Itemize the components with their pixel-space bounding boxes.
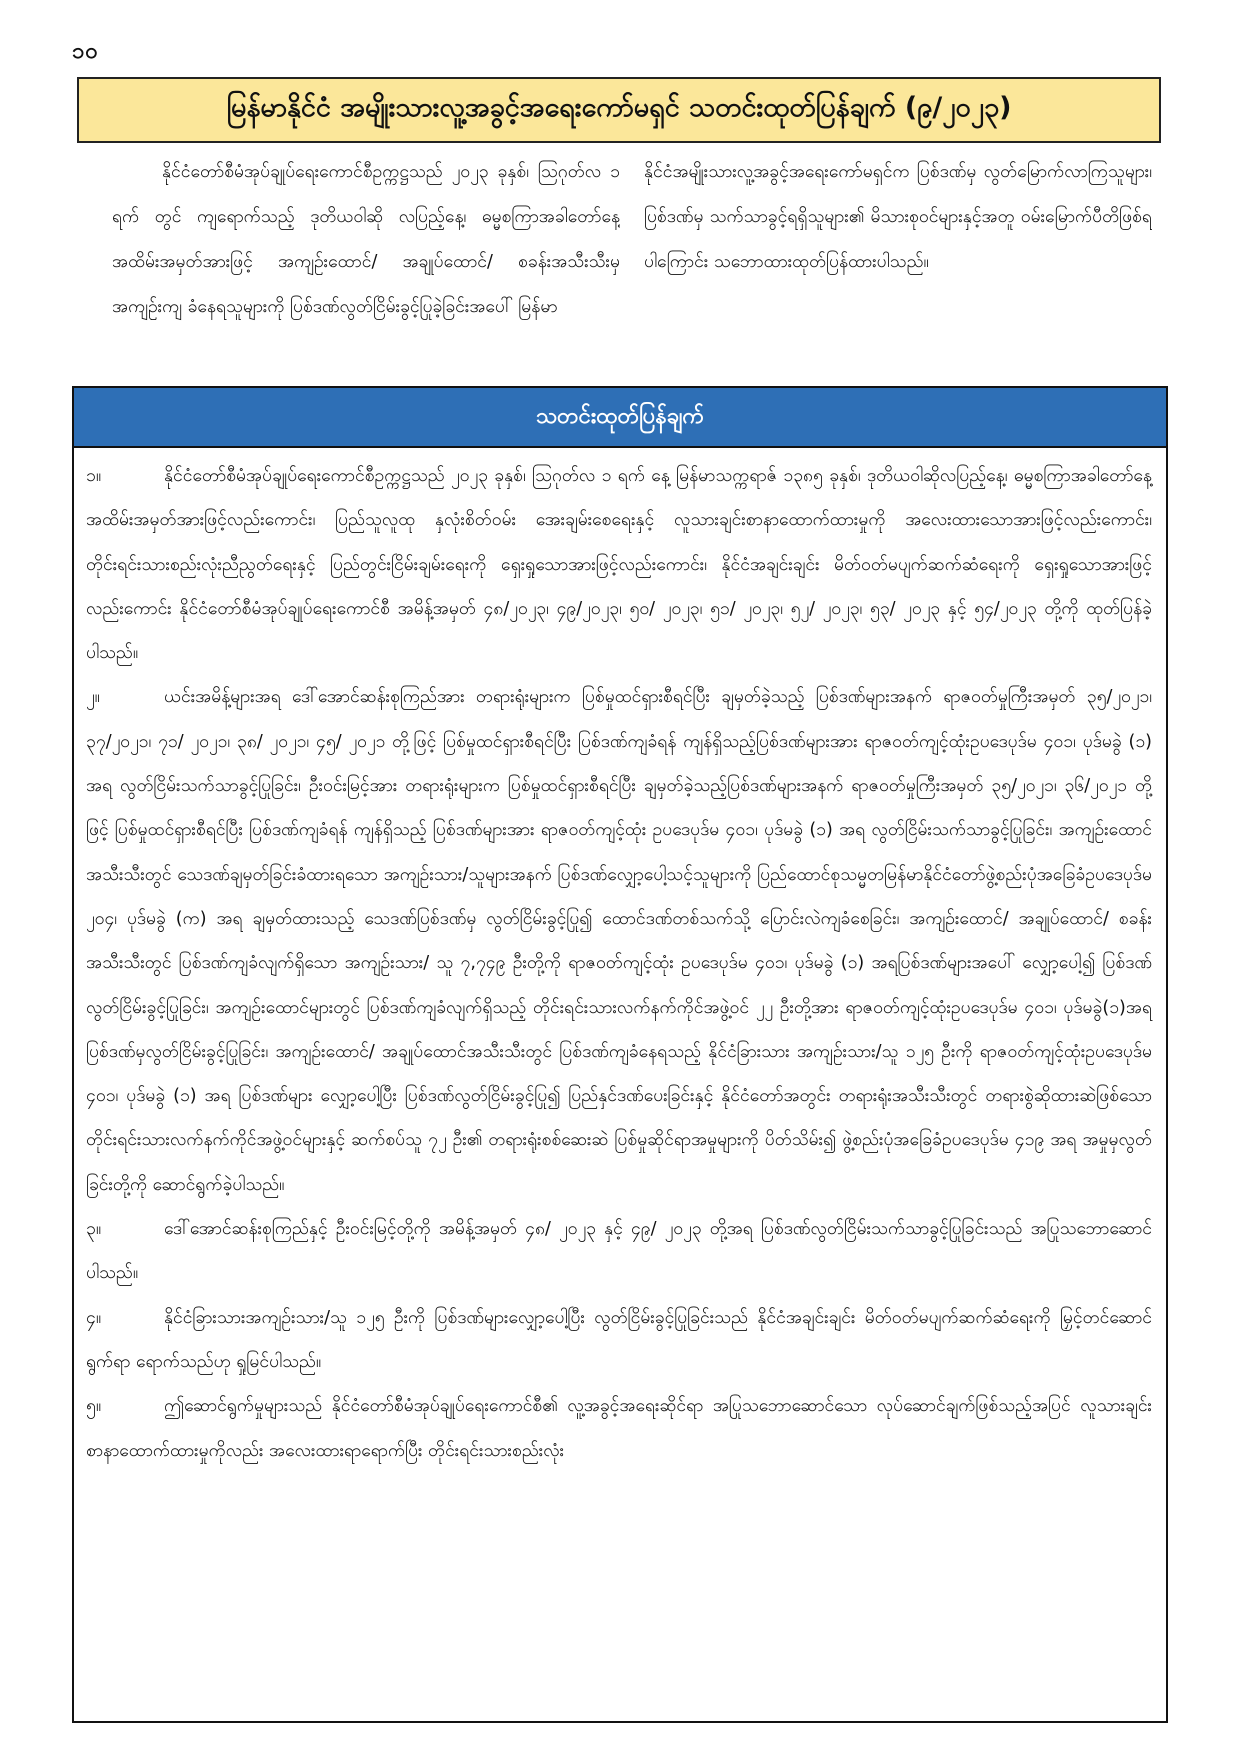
paragraph-number: ၃။ [86,1219,102,1240]
title-banner [77,77,1161,143]
notice-header [74,388,1166,448]
paragraph-number: ၁။ [86,466,102,486]
intro-right-text: နိုင်ငံအမျိုးသားလူ့အခွင့်အရေးကော်မရှင်က ပြစ်ဒဏ်မှ လွတ်မြောက်လာကြသူများ၊ ပြစ်ဒဏ်မှ သက်သာခွင့်ရရှိသူများ၏ မိသားစုဝင်များနှင့်အတူ ဝမ်းမြောက်ပီတိဖြစ်ရပါကြောင်း သဘောထားထုတ်ပြန်ထားပါသည်။ [644,162,1152,272]
notice-body [74,448,1166,1473]
paragraph-3 [86,1207,1152,1296]
paragraph-5 [86,1384,1152,1473]
paragraph-4 [86,1296,1152,1385]
paragraph-number: ၄။ [86,1307,102,1328]
intro-right-column [644,150,1152,375]
intro-left-text: နိုင်ငံတော်စီမံအုပ်ချုပ်ရေးကောင်စီဥက္ကဋ္ဌသည် ၂၀၂၃ ခုနှစ်၊ ဩဂုတ်လ ၁ ရက် တွင် ကျရောက်သည့် ဒုတိယဝါဆို လပြည့်နေ့၊ ဓမ္မစကြာအခါတော်နေ့ အထိမ်းအမှတ်အားဖြင့် အကျဉ်းထောင်/ အချုပ်ထောင်/ စခန်းအသီးသီးမှ အကျဉ်းကျ ခံနေရသူများကို ပြစ်ဒဏ်လွတ်ငြိမ်းခွင့်ပြုခဲ့ခြင်းအပေါ် မြန်မာ [112,162,620,317]
page-title: မြန်မာနိုင်ငံ အမျိုးသားလူ့အခွင့်အရေးကော်မရှင် သတင်းထုတ်ပြန်ချက် (၉/၂၀၂၃) [226,92,1012,123]
notice-box [72,386,1168,1723]
paragraph-text: ယင်းအမိန့်များအရ ဒေါ်အောင်ဆန်းစုကြည်အား တရားရုံးများက ပြစ်မှုထင်ရှားစီရင်ပြီး ချမှတ်ခဲ့သည့် ပြစ်ဒဏ်များအနက် ရာဇဝတ်မှုကြီးအမှတ် ၃၅/၂၀၂၁၊ ၃၇/၂၀၂၁၊ ၇၁/ ၂၀၂၁၊ ၃၈/ ၂၀၂၁၊ ၄၅/ ၂၀၂၁ တို့ဖြင့် ပြစ်မှုထင်ရှားစီရင်ပြီး ပြစ်ဒဏ်ကျခံရန် ကျန်ရှိသည့်ပြစ်ဒဏ်များအား ရာဇဝတ်ကျင့်ထုံးဥပဒေပုဒ်မ ၄၀၁၊ ပုဒ်မခွဲ (၁) အရ လွတ်ငြိမ်းသက်သာခွင့်ပြုခြင်း၊ ဦးဝင်းမြင့်အား တရားရုံးများက ပြစ်မှုထင်ရှားစီရင်ပြီး ချမှတ်ခဲ့သည့်ပြစ်ဒဏ်များအနက် ရာဇဝတ်မှုကြီးအမှတ် ၃၅/၂၀၂၁၊ ၃၆/၂၀၂၁ တို့ဖြင့် ပြစ်မှုထင်ရှားစီရင်ပြီး ပြစ်ဒဏ်ကျခံရန် ကျန်ရှိသည့် ပြစ်ဒဏ်များအား ရာဇဝတ်ကျင့်ထုံး ဥပဒေပုဒ်မ ၄၀၁၊ ပုဒ်မခွဲ (၁) အရ လွတ်ငြိမ်းသက်သာခွင့်ပြုခြင်း၊ အကျဉ်းထောင်အသီးသီးတွင် သေဒဏ်ချမှတ်ခြင်းခံထားရသော အကျဉ်းသား/သူများအနက် ပြစ်ဒဏ်လျှော့ပေါ့သင့်သူများကို ပြည်ထောင်စုသမ္မတမြန်မာနိုင်ငံတော်ဖွဲ့စည်းပုံအခြေခံဥပဒေပုဒ်မ ၂၀၄၊ ပုဒ်မခွဲ (က) အရ ချမှတ်ထားသည့် သေဒဏ်ပြစ်ဒဏ်မှ လွတ်ငြိမ်းခွင့်ပြု၍ ထောင်ဒဏ်တစ်သက်သို့ ပြောင်းလဲကျခံစေခြင်း၊ အကျဉ်းထောင်/ အချုပ်ထောင်/ စခန်းအသီးသီးတွင် ပြစ်ဒဏ်ကျခံလျက်ရှိသော အကျဉ်းသား/ သူ ၇,၇၄၉ ဦးတို့ကို ရာဇဝတ်ကျင့်ထုံး ဥပဒေပုဒ်မ ၄၀၁၊ ပုဒ်မခွဲ (၁) အရပြစ်ဒဏ်များအပေါ် လျှော့ပေါ့၍ ပြစ်ဒဏ်လွတ်ငြိမ်းခွင့်ပြုခြင်း၊ အကျဉ်းထောင်များတွင် ပြစ်ဒဏ်ကျခံလျက်ရှိသည့် တိုင်းရင်းသားလက်နက်ကိုင်အဖွဲ့ဝင် ၂၂ ဦးတို့အား ရာဇဝတ်ကျင့်ထုံးဥပဒေပုဒ်မ ၄၀၁၊ ပုဒ်မခွဲ(၁)အရ ပြစ်ဒဏ်မှလွတ်ငြိမ်းခွင့်ပြုခြင်း၊ အကျဉ်းထောင်/ အချုပ်ထောင်အသီးသီးတွင် ပြစ်ဒဏ်ကျခံနေရသည့် နိုင်ငံခြားသား အကျဉ်းသား/သူ ၁၂၅ ဦးကို ရာဇဝတ်ကျင့်ထုံးဥပဒေပုဒ်မ ၄၀၁၊ ပုဒ်မခွဲ (၁) အရ ပြစ်ဒဏ်များ လျှော့ပေါ့ပြီး ပြစ်ဒဏ်လွတ်ငြိမ်းခွင့်ပြု၍ ပြည်နှင်ဒဏ်ပေးခြင်းနှင့် နိုင်ငံတော်အတွင်း တရားရုံးအသီးသီးတွင် တရားစွဲဆိုထားဆဲဖြစ်သော တိုင်းရင်းသားလက်နက်ကိုင်အဖွဲ့ဝင်များနှင့် ဆက်စပ်သူ ၇၂ ဦး၏ တရားရုံးစစ်ဆေးဆဲ ပြစ်မှုဆိုင်ရာအမှုများကို ပိတ်သိမ်း၍ ဖွဲ့စည်းပုံအခြေခံဥပဒေပုဒ်မ ၄၁၉ အရ အမှုမှလွတ်ခြင်းတို့ကို ဆောင်ရွက်ခဲ့ပါသည်။ [86,687,1152,1195]
notice-header-title: သတင်းထုတ်ပြန်ချက် [535,403,705,429]
intro-section [112,150,1152,375]
paragraph-text: ဤဆောင်ရွက်မှုများသည် နိုင်ငံတော်စီမံအုပ်ချုပ်ရေးကောင်စီ၏ လူ့အခွင့်အရေးဆိုင်ရာ အပြုသဘောဆောင်သော လုပ်ဆောင်ချက်ဖြစ်သည့်အပြင် လူသားချင်းစာနာထောက်ထားမှုကိုလည်း အလေးထားရာရောက်ပြီး တိုင်းရင်းသားစည်းလုံး [86,1396,1152,1461]
paragraph-number: ၅။ [86,1396,102,1417]
paragraph-text: နိုင်ငံတော်စီမံအုပ်ချုပ်ရေးကောင်စီဥက္ကဋ္ဌသည် ၂၀၂၃ ခုနှစ်၊ ဩဂုတ်လ ၁ ရက် နေ့ မြန်မာသက္ကရာဇ် ၁၃၈၅ ခုနှစ်၊ ဒုတိယဝါဆိုလပြည့်နေ့၊ ဓမ္မစကြာအခါတော်နေ့ အထိမ်းအမှတ်အားဖြင့်လည်းကောင်း၊ ပြည်သူလူထု နှလုံးစိတ်ဝမ်း အေးချမ်းစေရေးနှင့် လူသားချင်းစာနာထောက်ထားမှုကို အလေးထားသောအားဖြင့်လည်းကောင်း၊ တိုင်းရင်းသားစည်းလုံးညီညွတ်ရေးနှင့် ပြည်တွင်းငြိမ်းချမ်းရေးကို ရှေးရှုသောအားဖြင့်လည်းကောင်း၊ နိုင်ငံအချင်းချင်း မိတ်ဝတ်မပျက်ဆက်ဆံရေးကို ရှေးရှုသောအားဖြင့် လည်းကောင်း နိုင်ငံတော်စီမံအုပ်ချုပ်ရေးကောင်စီ အမိန့်အမှတ် ၄၈/၂၀၂၃၊ ၄၉/၂၀၂၃၊ ၅၀/ ၂၀၂၃၊ ၅၁/ ၂၀၂၃၊ ၅၂/ ၂၀၂၃၊ ၅၃/ ၂၀၂၃ နှင့် ၅၄/၂၀၂၃ တို့ကို ထုတ်ပြန်ခဲ့ပါသည်။ [86,466,1152,664]
intro-left-column [112,150,620,375]
page-number: ၁၀ [72,39,99,64]
paragraph-text: နိုင်ငံခြားသားအကျဉ်းသား/သူ ၁၂၅ ဦးကို ပြစ်ဒဏ်များလျှော့ပေါ့ပြီး လွတ်ငြိမ်းခွင့်ပြုခြင်းသည် နိုင်ငံအချင်းချင်း မိတ်ဝတ်မပျက်ဆက်ဆံရေးကို မြှင့်တင်ဆောင်ရွက်ရာ ရောက်သည်ဟု ရှုမြင်ပါသည်။ [86,1307,1152,1372]
paragraph-2 [86,675,1152,1207]
paragraph-1 [86,454,1152,675]
paragraph-number: ၂။ [86,687,100,708]
paragraph-text: ဒေါ်အောင်ဆန်းစုကြည်နှင့် ဦးဝင်းမြင့်တို့ကို အမိန့်အမှတ် ၄၈/ ၂၀၂၃ နှင့် ၄၉/ ၂၀၂၃ တို့အရ ပြစ်ဒဏ်လွတ်ငြိမ်းသက်သာခွင့်ပြုခြင်းသည် အပြုသဘောဆောင်ပါသည်။ [86,1219,1152,1284]
